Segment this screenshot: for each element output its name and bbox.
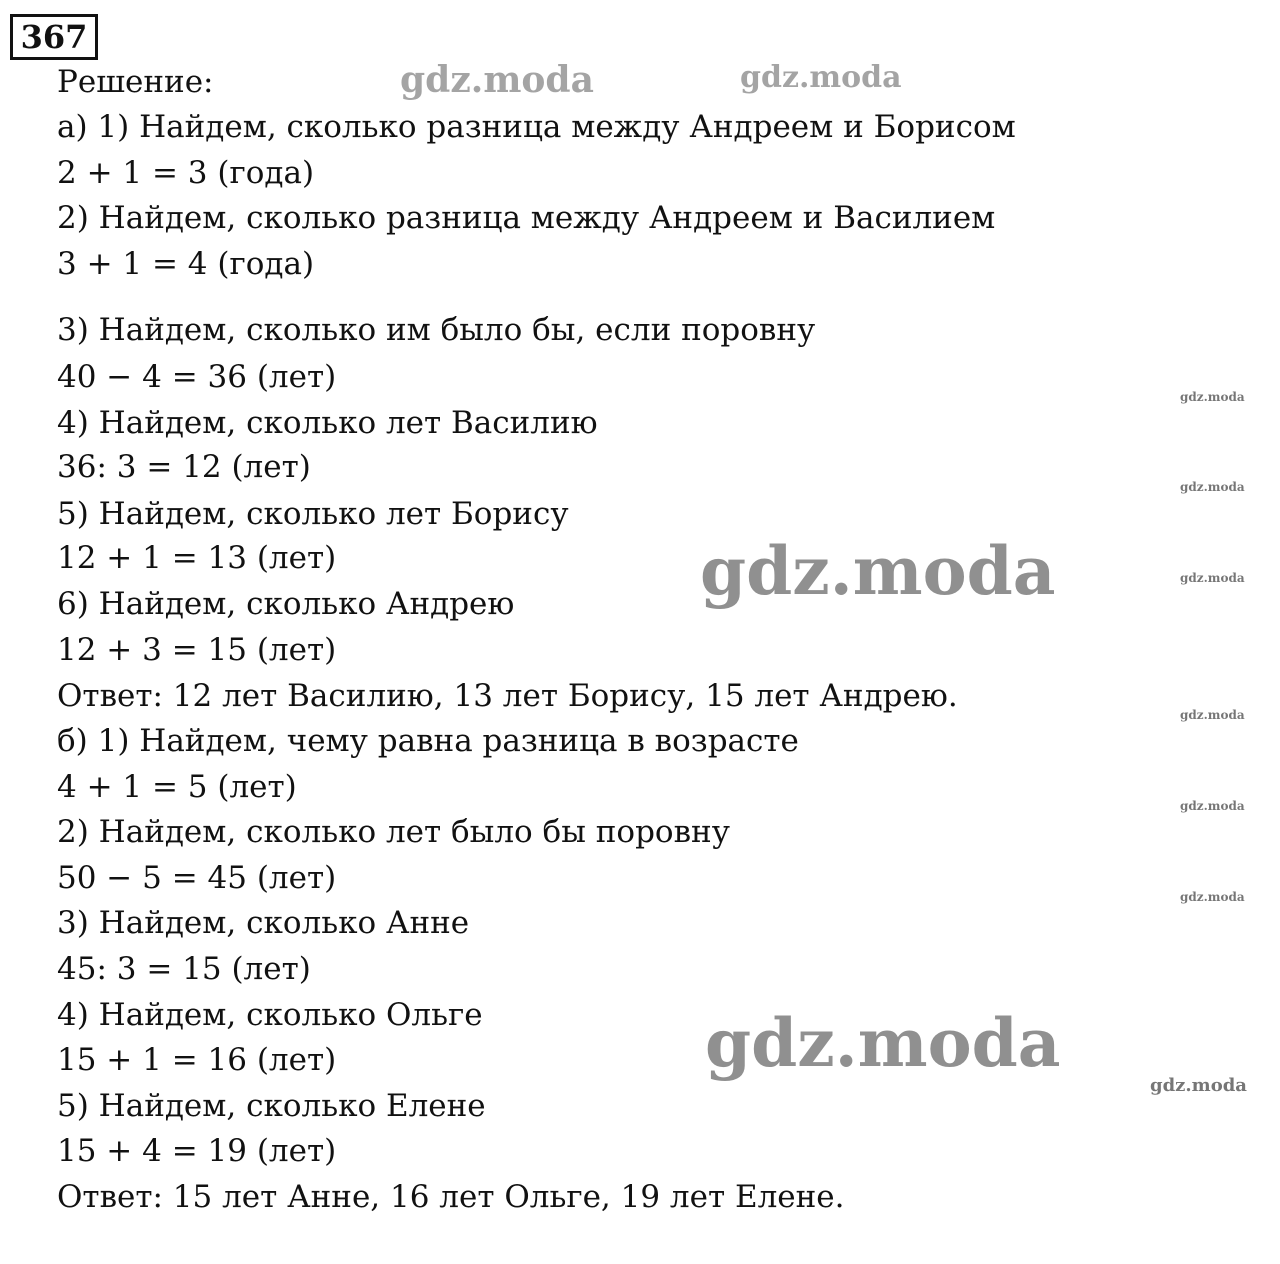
solution-line: 45: 3 = 15 (лет) bbox=[57, 951, 311, 987]
watermark: gdz.moda bbox=[1180, 708, 1245, 722]
watermark: gdz.moda bbox=[1180, 480, 1245, 494]
solution-line: 2) Найдем, сколько разница между Андреем и Василием bbox=[57, 200, 996, 236]
solution-line: 15 + 1 = 16 (лет) bbox=[57, 1042, 337, 1078]
watermark: gdz.moda bbox=[705, 1004, 1061, 1082]
solution-line: Ответ: 15 лет Анне, 16 лет Ольге, 19 лет Елене. bbox=[57, 1179, 845, 1215]
solution-line: 3) Найдем, сколько им было бы, если поровну bbox=[57, 312, 816, 348]
watermark: gdz.moda bbox=[1180, 390, 1245, 404]
solution-line: 5) Найдем, сколько лет Борису bbox=[57, 496, 569, 532]
solution-line: 3 + 1 = 4 (года) bbox=[57, 246, 315, 282]
watermark: gdz.moda bbox=[1180, 571, 1245, 585]
solution-line: Ответ: 12 лет Василию, 13 лет Борису, 15 лет Андрею. bbox=[57, 678, 958, 714]
solution-line: 2) Найдем, сколько лет было бы поровну bbox=[57, 814, 730, 850]
solution-line: 40 − 4 = 36 (лет) bbox=[57, 359, 337, 395]
solution-line: 12 + 3 = 15 (лет) bbox=[57, 632, 337, 668]
solution-line: 50 − 5 = 45 (лет) bbox=[57, 860, 337, 896]
solution-line: 36: 3 = 12 (лет) bbox=[57, 449, 311, 485]
solution-line: 4 + 1 = 5 (лет) bbox=[57, 769, 297, 805]
watermark: gdz.moda bbox=[700, 532, 1056, 610]
solution-line: 4) Найдем, сколько лет Василию bbox=[57, 405, 598, 441]
watermark: gdz.moda bbox=[740, 60, 902, 95]
solution-line: 3) Найдем, сколько Анне bbox=[57, 905, 470, 941]
watermark: gdz.moda bbox=[1180, 799, 1245, 813]
solution-line: а) 1) Найдем, сколько разница между Андреем и Борисом bbox=[57, 109, 1016, 145]
solution-line: 2 + 1 = 3 (года) bbox=[57, 155, 315, 191]
solution-line: б) 1) Найдем, чему равна разница в возрасте bbox=[57, 723, 799, 759]
watermark: gdz.moda bbox=[400, 59, 594, 101]
solution-line: 6) Найдем, сколько Андрею bbox=[57, 586, 515, 622]
solution-line: 5) Найдем, сколько Елене bbox=[57, 1088, 486, 1124]
watermark: gdz.moda bbox=[1180, 890, 1245, 904]
solution-line: 12 + 1 = 13 (лет) bbox=[57, 540, 337, 576]
solution-line: 4) Найдем, сколько Ольге bbox=[57, 997, 483, 1033]
watermark: gdz.moda bbox=[1150, 1075, 1247, 1096]
solution-line: Решение: bbox=[57, 64, 214, 100]
solution-line: 15 + 4 = 19 (лет) bbox=[57, 1133, 337, 1169]
problem-number: 367 bbox=[10, 14, 98, 60]
